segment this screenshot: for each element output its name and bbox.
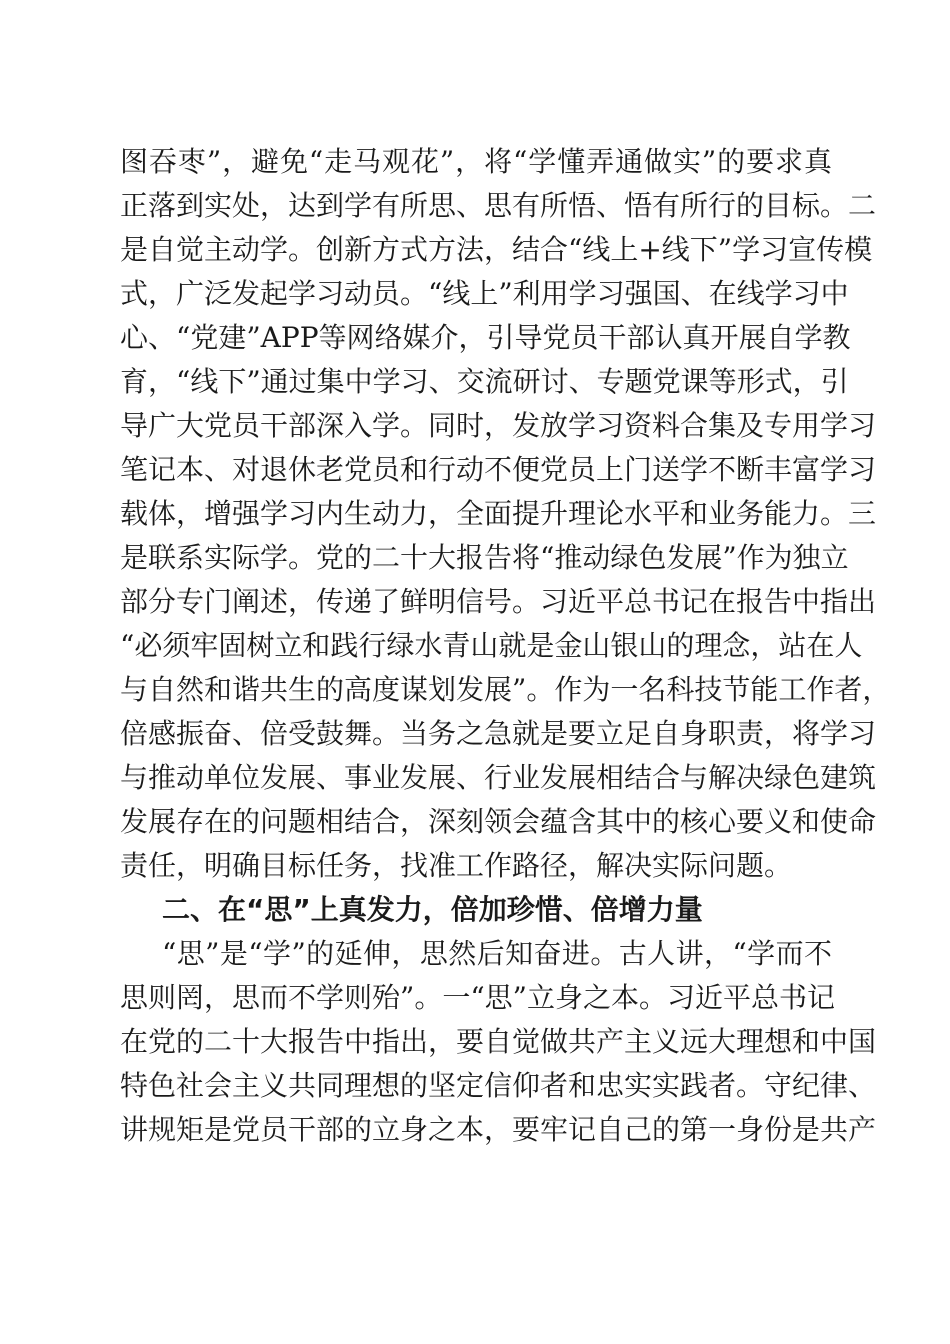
text-line: 载体，增强学习内生动力，全面提升理论水平和业务能力。三 <box>120 497 877 530</box>
text-line: 图吞枣”，避免“走马观花”，将“学懂弄通做实”的要求真 <box>120 145 832 178</box>
text-line: 倍感振奋、倍受鼓舞。当务之急就是要立足自身职责，将学习 <box>120 717 877 750</box>
text-line: “必须牢固树立和践行绿水青山就是金山银山的理念，站在人 <box>120 629 863 662</box>
text-line: 特色社会主义共同理想的坚定信仰者和忠实实践者。守纪律、 <box>120 1069 877 1102</box>
text-line: 正落到实处，达到学有所思、思有所悟、悟有所行的目标。二 <box>120 189 877 222</box>
text-line: 导广大党员干部深入学。同时，发放学习资料合集及专用学习 <box>120 409 877 442</box>
text-line: 部分专门阐述，传递了鲜明信号。习近平总书记在报告中指出 <box>120 585 877 618</box>
text-line: “思”是“学”的延伸，思然后知奋进。古人讲，“学而不 <box>162 937 832 970</box>
text-line: 与自然和谐共生的高度谋划发展”。作为一名科技节能工作者， <box>120 673 891 706</box>
text-line: 式，广泛发起学习动员。“线上”利用学习强国、在线学习中 <box>120 277 849 310</box>
text-line: 责任，明确目标任务，找准工作路径，解决实际问题。 <box>120 849 793 882</box>
text-line: 思则罔，思而不学则殆”。一“思”立身之本。习近平总书记 <box>120 981 835 1014</box>
text-line: 心、“党建”APP等网络媒介，引导党员干部认真开展自学教 <box>120 321 851 354</box>
text-line: 是联系实际学。党的二十大报告将“推动绿色发展”作为独立 <box>120 541 849 574</box>
text-line: 在党的二十大报告中指出，要自觉做共产主义远大理想和中国 <box>120 1025 877 1058</box>
text-line: 与推动单位发展、事业发展、行业发展相结合与解决绿色建筑 <box>120 761 877 794</box>
section-heading: 二、在“思”上真发力，倍加珍惜、倍增力量 <box>162 893 703 926</box>
text-line: 笔记本、对退休老党员和行动不便党员上门送学不断丰富学习 <box>120 453 877 486</box>
text-line: 发展存在的问题相结合，深刻领会蕴含其中的核心要义和使命 <box>120 805 877 838</box>
text-line: 是自觉主动学。创新方式方法，结合“线上+线下”学习宣传模 <box>120 233 873 266</box>
text-line: 讲规矩是党员干部的立身之本，要牢记自己的第一身份是共产 <box>120 1113 877 1146</box>
text-line: 育，“线下”通过集中学习、交流研讨、专题党课等形式，引 <box>120 365 849 398</box>
